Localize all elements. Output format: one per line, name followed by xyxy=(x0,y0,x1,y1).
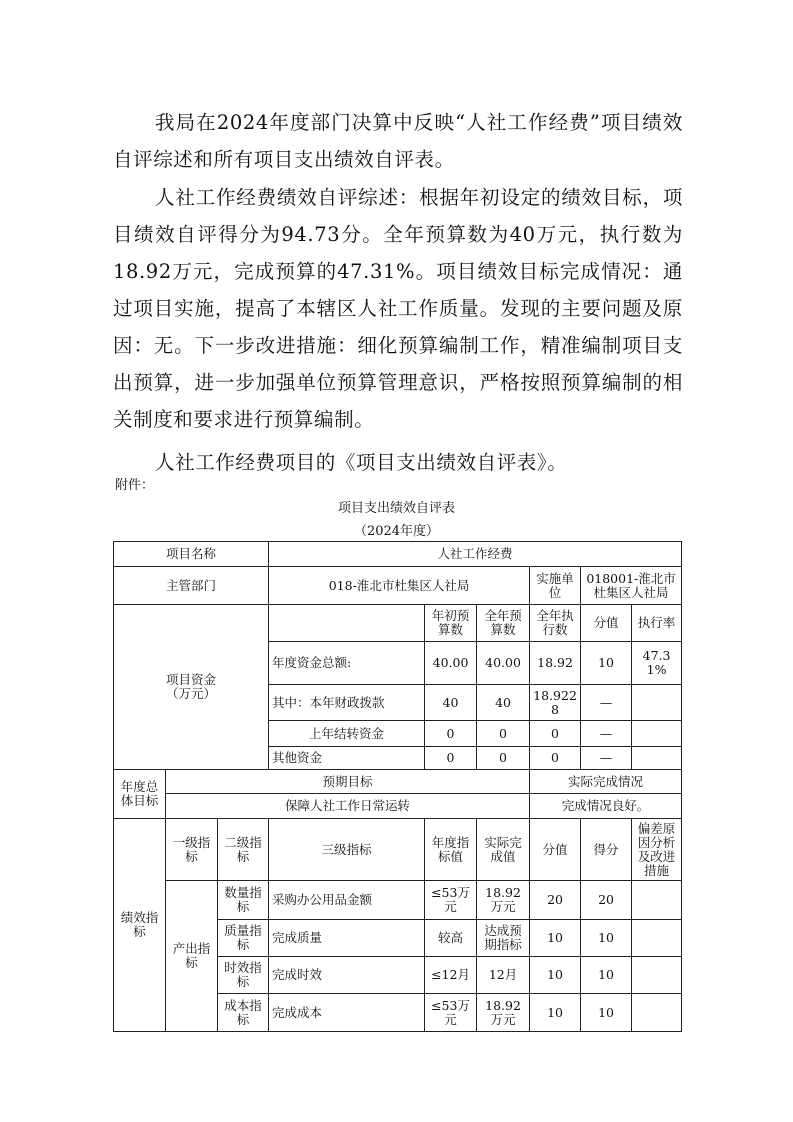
funds-header-blank xyxy=(269,605,425,642)
attachment-label: 附件： xyxy=(115,478,155,493)
dept: 018-淮北市杜集区人社局 xyxy=(269,567,530,605)
funds-row-label: 其中：本年财政拨款 xyxy=(269,685,425,721)
perf-header: 得分 xyxy=(581,819,632,881)
funds-cell: — xyxy=(581,721,632,747)
funds-cell: 47.31% xyxy=(632,642,682,685)
table-title: 项目支出绩效自评表 xyxy=(337,501,455,516)
perf-header: 一级指标 xyxy=(166,819,218,881)
expected-goal: 保障人社工作日常运转 xyxy=(166,794,530,819)
score: 10 xyxy=(530,994,581,1032)
perf-header: 三级指标 xyxy=(269,819,425,881)
table-row xyxy=(114,770,682,794)
funds-header: 年初预算数 xyxy=(425,605,477,642)
actual-label: 实际完成情况 xyxy=(530,770,682,794)
funds-cell: 0 xyxy=(530,747,581,770)
perf-header: 偏差原因分析及改进措施 xyxy=(632,819,682,881)
funds-header: 分值 xyxy=(581,605,632,642)
actual-goal: 完成情况良好。 xyxy=(530,794,682,819)
perf-header: 分值 xyxy=(530,819,581,881)
table-row xyxy=(114,794,682,819)
level1-indicator: 产出指标 xyxy=(166,881,218,1032)
deviation-note xyxy=(632,920,682,957)
goal-label: 年度总体目标 xyxy=(114,770,166,819)
score: 20 xyxy=(530,881,581,920)
score: 10 xyxy=(530,920,581,957)
funds-cell: 0 xyxy=(425,747,477,770)
got-score: 10 xyxy=(581,920,632,957)
level2-indicator: 数量指标 xyxy=(218,881,269,920)
funds-header: 执行率 xyxy=(632,605,682,642)
funds-cell: 0 xyxy=(477,721,530,747)
actual-value: 12月 xyxy=(477,957,530,994)
funds-cell: 40.00 xyxy=(477,642,530,685)
level3-indicator: 采购办公用品金额 xyxy=(269,881,425,920)
dept-label: 主管部门 xyxy=(114,567,269,605)
level2-indicator: 质量指标 xyxy=(218,920,269,957)
funds-cell: 18.9228 xyxy=(530,685,581,721)
table-year: （2024年度） xyxy=(353,524,440,539)
funds-cell: 0 xyxy=(477,747,530,770)
perf-header: 年度指标值 xyxy=(425,819,477,881)
level3-indicator: 完成质量 xyxy=(269,920,425,957)
actual-value: 18.92万元 xyxy=(477,881,530,920)
funds-header: 全年执行数 xyxy=(530,605,581,642)
deviation-note xyxy=(632,957,682,994)
funds-cell: 0 xyxy=(530,721,581,747)
got-score: 20 xyxy=(581,881,632,920)
funds-cell: 40 xyxy=(425,685,477,721)
funds-cell xyxy=(632,685,682,721)
funds-cell xyxy=(632,747,682,770)
table-row xyxy=(114,542,682,567)
target-value: ≤12月 xyxy=(425,957,477,994)
funds-row-label: 年度资金总额: xyxy=(269,642,425,685)
funds-cell xyxy=(632,721,682,747)
target-value: ≤53万元 xyxy=(425,881,477,920)
level3-indicator: 完成时效 xyxy=(269,957,425,994)
expected-label: 预期目标 xyxy=(166,770,530,794)
level2-indicator: 时效指标 xyxy=(218,957,269,994)
score: 10 xyxy=(530,957,581,994)
impl: 018001-淮北市杜集区人社局 xyxy=(581,567,682,605)
funds-label xyxy=(114,605,269,770)
funds-cell: 40.00 xyxy=(425,642,477,685)
deviation-note xyxy=(632,994,682,1032)
table-row xyxy=(114,881,682,920)
got-score: 10 xyxy=(581,994,632,1032)
target-value: 较高 xyxy=(425,920,477,957)
table-row xyxy=(114,819,682,881)
table-row xyxy=(114,567,682,605)
funds-header: 全年预算数 xyxy=(477,605,530,642)
funds-cell: 40 xyxy=(477,685,530,721)
intro-paragraph-1: 我局在2024年度部门决算中反映“人社工作经费”项目绩效自评综述和所有项目支出绩效自评表。 xyxy=(113,111,683,171)
actual-value: 达成预期指标 xyxy=(477,920,530,957)
funds-cell: — xyxy=(581,685,632,721)
perf-label: 绩效指标 xyxy=(114,819,166,1032)
funds-row-label: 其他资金 xyxy=(269,747,425,770)
got-score: 10 xyxy=(581,957,632,994)
evaluation-table xyxy=(113,541,682,1032)
funds-unit: （万元） xyxy=(166,686,217,701)
funds-cell: — xyxy=(581,747,632,770)
funds-cell: 10 xyxy=(581,642,632,685)
level3-indicator: 完成成本 xyxy=(269,994,425,1032)
target-value: ≤53万元 xyxy=(425,994,477,1032)
actual-value: 18.92万元 xyxy=(477,994,530,1032)
impl-label: 实施单位 xyxy=(530,567,581,605)
deviation-note xyxy=(632,881,682,920)
perf-header: 实际完成值 xyxy=(477,819,530,881)
level2-indicator: 成本指标 xyxy=(218,994,269,1032)
project-name-label: 项目名称 xyxy=(114,542,269,567)
intro-paragraph-2: 人社工作经费绩效自评综述：根据年初设定的绩效目标，项目绩效自评得分为94.73分。全年预算数为40万元，执行数为18.92万元，完成预算的47.31%。项目绩效目标完成情况：通过项目实施，提高了本辖区人社工作质量。发现的主要问题及原因：无。下一步改进措施：细化预算编制工作，精准编制项目支出预算，进一步加强单位预算管理意识，严格按照预算编制的相关制度和要求进行预算编制。 xyxy=(113,186,683,431)
intro-paragraph-3: 人社工作经费项目的《项目支出绩效自评表》。 xyxy=(155,451,568,474)
perf-header: 二级指标 xyxy=(218,819,269,881)
funds-cell: 18.92 xyxy=(530,642,581,685)
funds-label-text: 项目资金 xyxy=(166,672,217,687)
funds-cell: 0 xyxy=(425,721,477,747)
project-name: 人社工作经费 xyxy=(269,542,682,567)
table-row xyxy=(114,605,682,642)
funds-row-label: 上年结转资金 xyxy=(269,721,425,747)
